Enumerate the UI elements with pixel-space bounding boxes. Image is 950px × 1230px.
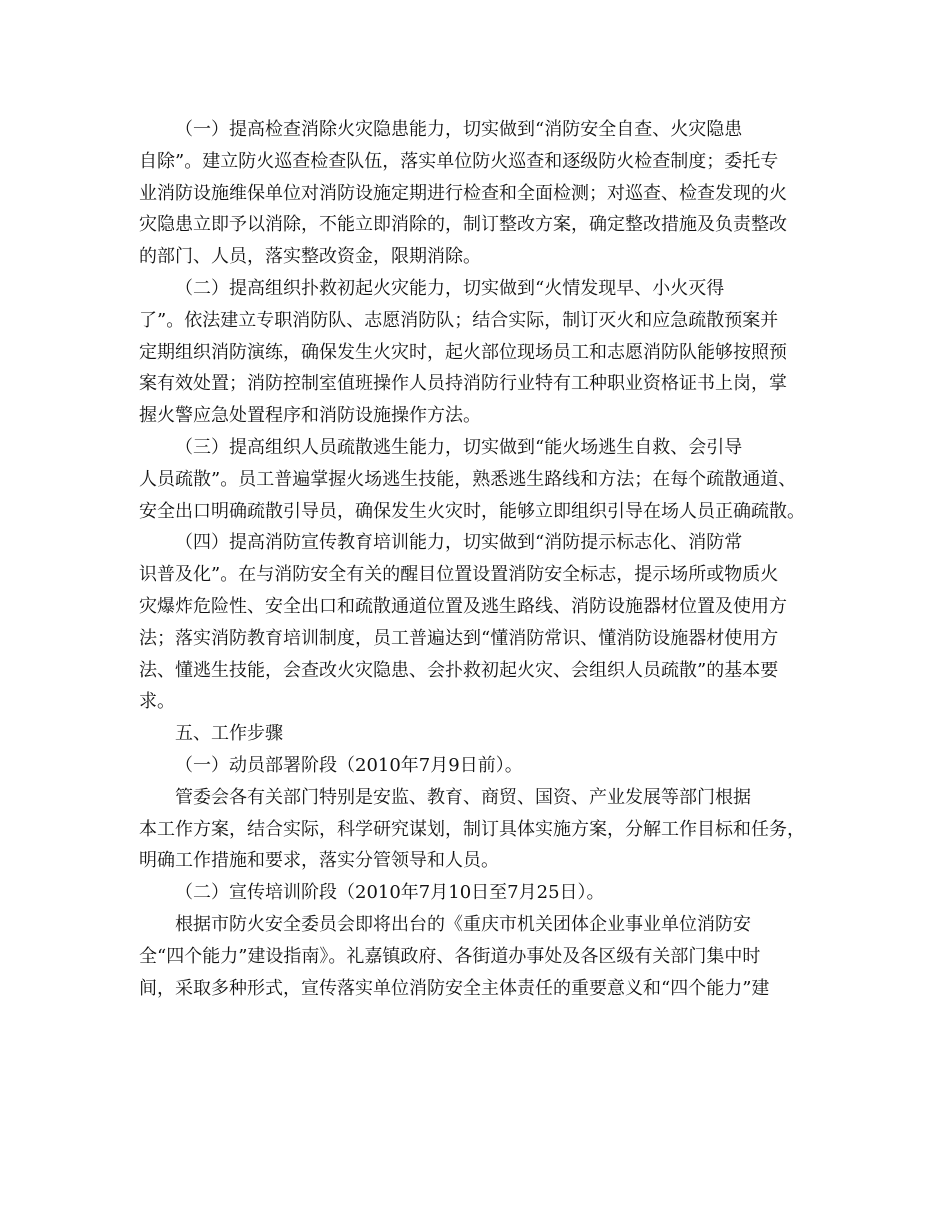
text-line: 明确工作措施和要求，落实分管领导和人员。 [139,850,499,872]
text-line: 业消防设施维保单位对消防设施定期进行检查和全面检测；对巡查、检查发现的火 [139,182,787,204]
text-line: 法；落实消防教育培训制度，员工普遍达到“懂消防常识、懂消防设施器材使用方 [139,627,779,649]
paragraph-fire-hazard-inspection [139,114,829,273]
subheading-mobilization [139,750,829,782]
heading-text: 五、工作步骤 [175,723,283,745]
heading-text: （二）宣传培训阶段（2010年7月10日至7月25日）。 [175,882,605,904]
section-heading-work-steps [139,718,829,750]
text-line: 握火警应急处置程序和消防设施操作方法。 [139,405,481,427]
text-line: （四）提高消防宣传教育培训能力，切实做到“消防提示标志化、消防常 [175,532,743,554]
text-line: 定期组织消防演练，确保发生火灾时，起火部位现场员工和志愿消防队能够按照预 [139,341,787,363]
document-body [139,114,829,1004]
text-line: 根据市防火安全委员会即将出台的《重庆市机关团体企业事业单位消防安 [175,913,751,935]
paragraph-initial-fire-fighting [139,273,829,432]
paragraph-evacuation [139,432,829,527]
paragraph-mobilization [139,782,829,877]
text-line: 案有效处置；消防控制室值班操作人员持消防行业特有工种职业资格证书上岗，掌 [139,373,787,395]
text-line: 灾隐患立即予以消除，不能立即消除的，制订整改方案，确定整改措施及负责整改 [139,214,787,236]
text-line: 安全出口明确疏散引导员，确保发生火灾时，能够立即组织引导在场人员正确疏散。 [139,500,805,522]
text-line: 求。 [139,691,175,713]
text-line: （一）提高检查消除火灾隐患能力，切实做到“消防安全自查、火灾隐患 [175,119,743,140]
text-line: 的部门、人员，落实整改资金，限期消除。 [139,246,481,268]
paragraph-publicity-training [139,527,829,718]
paragraph-publicity-phase [139,909,829,1004]
text-line: 间，采取多种形式，宣传落实单位消防安全主体责任的重要意义和“四个能力”建 [139,977,770,999]
text-line: （二）提高组织扑救初起火灾能力，切实做到“火情发现早、小火灭得 [175,277,725,299]
text-line: 人员疏散”。员工普遍掌握火场逃生技能，熟悉逃生路线和方法；在每个疏散通道、 [139,468,797,490]
text-line: 识普及化”。在与消防安全有关的醒目位置设置消防安全标志，提示场所或物质火 [139,564,779,586]
text-line: 本工作方案，结合实际，科学研究谋划，制订具体实施方案，分解工作目标和任务， [139,818,805,840]
text-line: 全“四个能力”建设指南》。礼嘉镇政府、各街道办事处及各区级有关部门集中时 [139,945,761,967]
text-line: 了”。依法建立专职消防队、志愿消防队；结合实际，制订灭火和应急疏散预案并 [139,309,779,331]
text-line: 管委会各有关部门特别是安监、教育、商贸、国资、产业发展等部门根据 [175,786,751,808]
text-line: （三）提高组织人员疏散逃生能力，切实做到“能火场逃生自救、会引导 [175,436,743,458]
subheading-publicity-phase [139,877,829,909]
text-line: 灾爆炸危险性、安全出口和疏散通道位置及逃生路线、消防设施器材位置及使用方 [139,595,787,617]
text-line: 法、懂逃生技能，会查改火灾隐患、会扑救初起火灾、会组织人员疏散”的基本要 [139,659,779,681]
text-line: 自除”。建立防火巡查检查队伍，落实单位防火巡查和逐级防火检查制度；委托专 [139,150,779,172]
heading-text: （一）动员部署阶段（2010年7月9日前）。 [175,754,523,776]
